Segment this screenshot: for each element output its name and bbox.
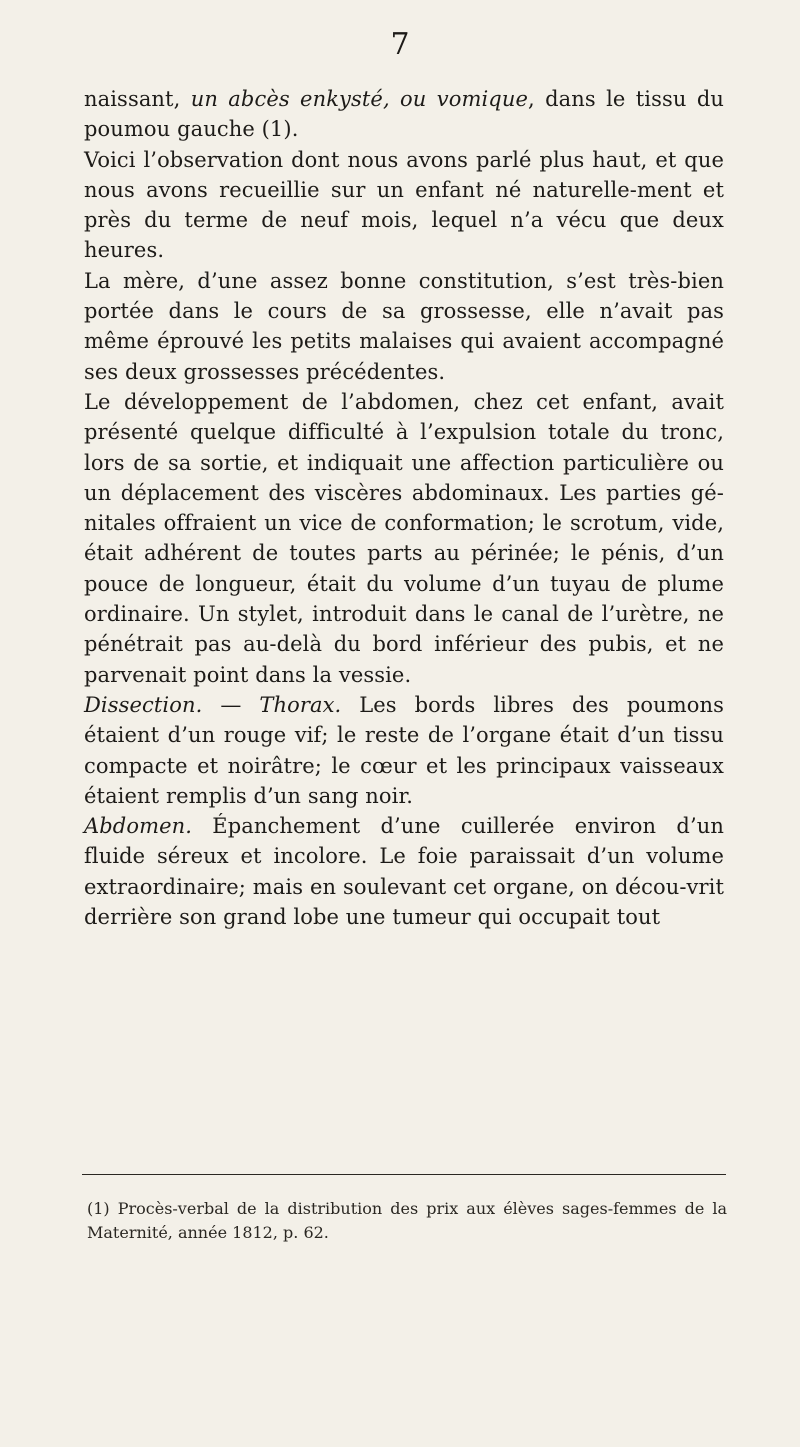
paragraph-1-start: naissant, <box>84 87 191 111</box>
abdomen-heading: Abdomen. <box>84 814 193 839</box>
dissection-heading: Dissection. <box>84 692 203 717</box>
heading-separator: — <box>202 692 260 717</box>
page-number: 7 <box>390 27 410 62</box>
footnote-rule <box>82 1174 726 1175</box>
paragraph-1-italic: un abcès enkysté, ou vomique <box>190 87 528 111</box>
paragraph-3: La mère, d’une assez bonne constitution, s’est très-bien portée dans le cours de sa grossesse, elle n’avait pas même éprouvé les petits malaises qui avaient accompagné ses deux grossesses précédentes. <box>84 268 724 384</box>
footnote: (1) Procès-verbal de la distribution des prix aux élèves sages-femmes de la Maternité, année 1812, p. 62. <box>87 1199 727 1242</box>
paragraph-5 <box>84 690 724 811</box>
abdomen-text: Épanchement d’une cuillerée environ d’un fluide séreux et incolore. Le foie paraissait d’un volume extraordinaire; mais en soulevant cet organe, on décou-vrit derrière son grand lobe une tumeur qui occupait tout <box>84 814 724 930</box>
paragraph-4: Le développement de l’abdomen, chez cet enfant, avait présenté quelque difficulté à l’expulsion totale du tronc, lors de sa sortie, et indiquait une affection particulière ou un déplacement des viscères abdominaux. Les parties gé-nitales offraient un vice de conformation; le scrotum, vide, était adhérent de toutes parts au périnée; le pénis, d’un pouce de longueur, était du volume d’un tuyau de plume ordinaire. Un stylet, introduit dans le canal de l’urètre, ne pénétrait pas au-delà du bord inférieur des pubis, et ne parvenait point dans la vessie. <box>84 389 724 687</box>
paragraph-2: Voici l’observation dont nous avons parlé plus haut, et que nous avons recueillie sur un enfant né naturelle-ment et près du terme de neuf mois, lequel n’a vécu que deux heures. <box>84 147 724 263</box>
paragraph-1-end: , dans le tissu du poumou gauche (1). <box>84 87 724 142</box>
body-text <box>84 84 724 932</box>
thorax-text: Les bords libres des poumons étaient d’un rouge vif; le reste de l’organe était d’un tissu compacte et noirâtre; le cœur et les principaux vaisseaux étaient remplis d’un sang noir. <box>84 692 724 808</box>
paragraph-6 <box>84 811 724 932</box>
paragraph-1 <box>84 84 724 145</box>
thorax-heading: Thorax. <box>259 692 342 717</box>
